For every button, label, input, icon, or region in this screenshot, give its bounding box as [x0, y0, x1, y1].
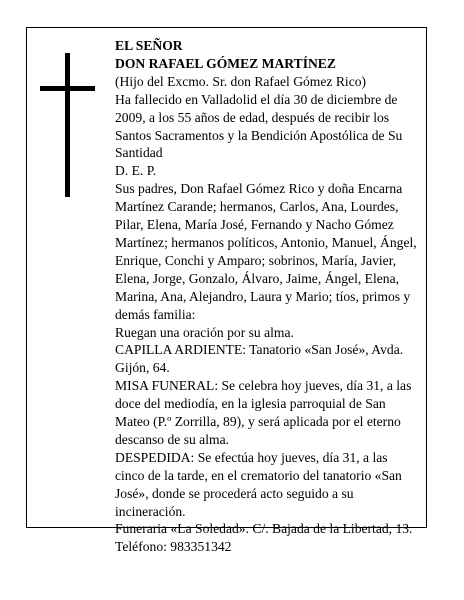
- family-paragraph: Sus padres, Don Rafael Gómez Rico y doña Encarna Martínez Carande; hermanos, Carlos, Ana, Lourdes, Pilar, Elena, María José, Fernando y Nacho Gómez Martínez; hermanos políticos, Antonio, Manuel, Ángel, Enrique, Conchi y Amparo; sobrinos, María, Javier, Elena, Jorge, Gonzalo, Álvaro, Jaime, Ángel, Elena, Marina, Ana, Alejandro, Laura y Mario; tíos, primos y demás familia:: [115, 181, 417, 322]
- cross-horizontal-bar: [40, 86, 95, 91]
- phone-line: Teléfono: 983351342: [115, 539, 232, 555]
- title-line-1: EL SEÑOR: [115, 38, 183, 53]
- funeral-home-line: Funeraria «La Soledad». C/. Bajada de la Libertad, 13.: [115, 521, 413, 537]
- announcement: Ha fallecido en Valladolid el día 30 de diciembre de 2009, a los 55 años de edad, después de recibir los Santos Sacramentos y la Bendición Apostólica de Su Santidad: [115, 91, 403, 161]
- cross-vertical-bar: [65, 53, 70, 197]
- farewell-paragraph: DESPEDIDA: Se efectúa hoy jueves, día 31, a las cinco de la tarde, en el crematorio del tanatorio «San José», donde se procederá acto seguido a su incineración.: [115, 449, 402, 519]
- rip-line: D. E. P.: [115, 163, 157, 179]
- subtitle: (Hijo del Excmo. Sr. don Rafael Gómez Rico): [115, 73, 367, 89]
- deceased-name: DON RAFAEL GÓMEZ MARTÍNEZ: [115, 55, 336, 71]
- chapel-paragraph: CAPILLA ARDIENTE: Tanatorio «San José», Avda. Gijón, 64.: [115, 342, 404, 376]
- obituary-text: [115, 37, 420, 556]
- mass-paragraph: MISA FUNERAL: Se celebra hoy jueves, día 31, a las doce del mediodía, en la iglesia parroquial de San Mateo (P.º Zorrilla, 89), y será aplicada por el eterno descanso de su alma.: [115, 378, 412, 447]
- prayer-line: Ruegan una oración por su alma.: [115, 324, 294, 340]
